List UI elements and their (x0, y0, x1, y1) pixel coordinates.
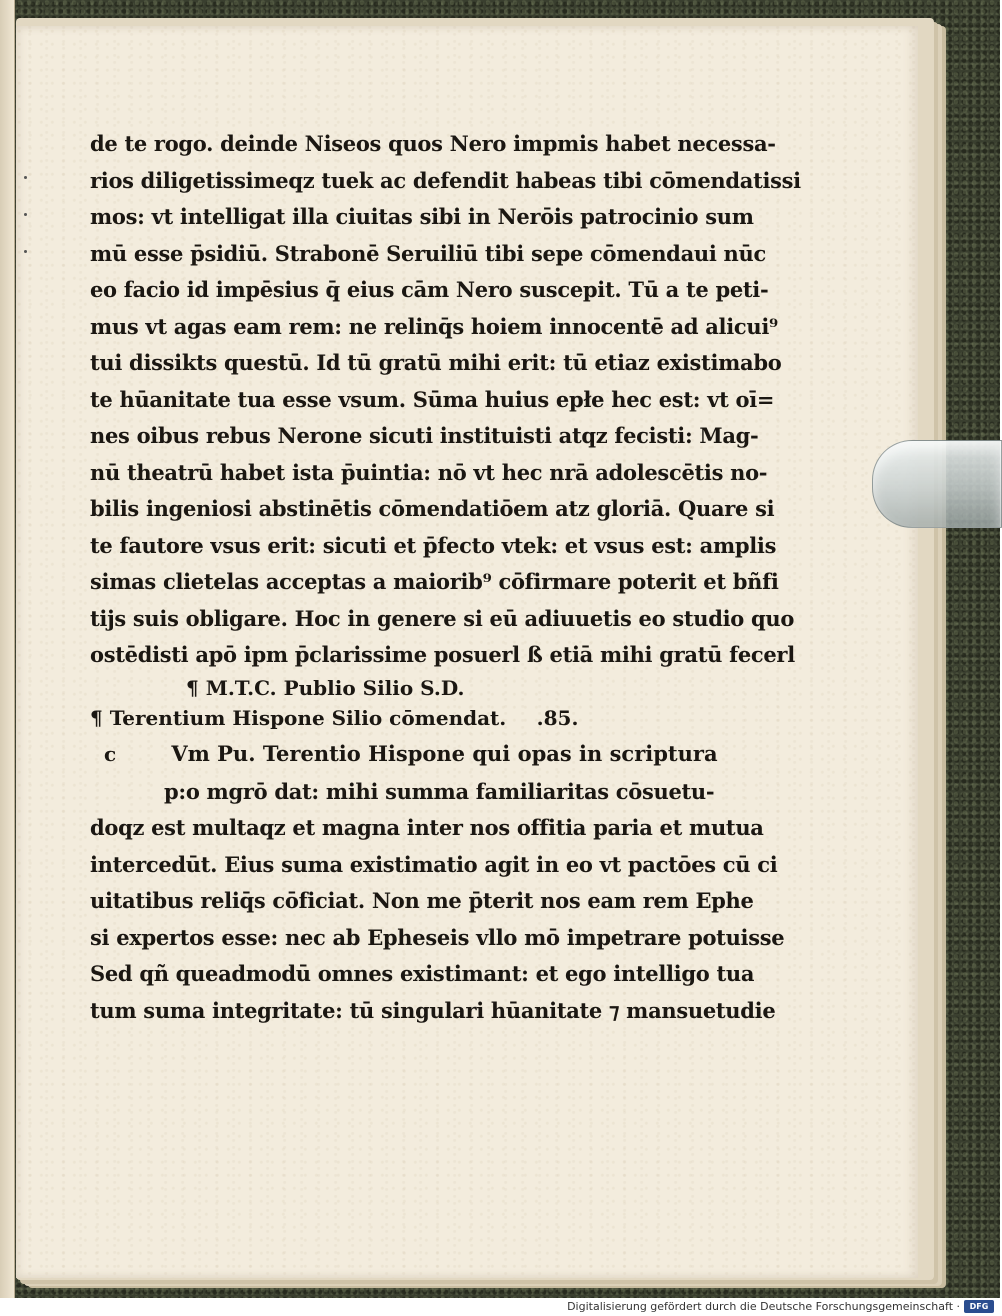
paragraph-new-letter (90, 810, 785, 1029)
text-line: p:o mgrō dat: mihi summa familiaritas cōsuetu- (164, 778, 715, 804)
guide-letter: c (104, 741, 117, 766)
folio-number: .85. (536, 705, 579, 730)
text-line: doqz est multaqz et magna inter nos offitia paria et mutua (90, 815, 764, 840)
plastic-clip (872, 440, 1002, 528)
text-line: tui dissikts questū. Id tū gratū mihi erit: tū etiaz existimabo (90, 350, 782, 375)
text-line: eo facio id impēsius q̄ eius cām Nero suscepit. Tū a te peti- (90, 277, 769, 302)
text-line: tum suma integritate: tū singulari hūanitate ⁊ mansuetudie (90, 997, 776, 1023)
text-line: nū theatrū habet ista p̄uintia: nō vt hec nrā adolescētis no- (90, 459, 768, 485)
opening-line (90, 734, 718, 774)
text-line: bilis ingeniosi abstinētis cōmendatiōem atz gloriā. Quare si (90, 496, 775, 521)
footer-credit: Digitalisierung gefördert durch die Deutsche Forschungsgemeinschaft · (567, 1300, 960, 1313)
text-line: simas clietelas acceptas a maiorib⁹ cōfirmare poterit et bñfi (90, 569, 779, 594)
text-line: uitatibus reliq̄s cōficiat. Non me p̄terit nos eam rem Ephe (90, 888, 754, 913)
text-line: nes oibus rebus Nerone sicuti instituisti atqz fecisti: Mag- (90, 423, 759, 448)
gutter-marks (24, 176, 28, 296)
paragraph-previous-letter (90, 126, 801, 674)
text-line: Sed qñ queadmodū omnes existimant: et ego intelligo tua (90, 961, 755, 986)
text-line: si expertos esse: nec ab Epheseis vllo mō impetrare potuisse (90, 924, 785, 950)
opening-line-text: Vm Pu. Terentio Hispone qui opas in scriptura (171, 740, 718, 766)
pilcrow-icon: ¶ (186, 675, 199, 700)
letter-rubric (90, 702, 650, 734)
text-line: tijs suis obligare. Hoc in genere si eū adiuuetis eo studio quo (90, 605, 795, 631)
text-line: mū esse p̄sidiū. Strabonē Seruiliū tibi sepe cōmendaui nūc (90, 240, 766, 266)
dfg-logo: DFG (964, 1300, 994, 1313)
pilcrow-icon: ¶ (90, 705, 103, 730)
text-line: te hūanitate tua esse vsum. Sūma huius epłe hec est: vt oī= (90, 386, 775, 412)
text-block (90, 126, 801, 1029)
rubric-title: Terentium Hispone Silio cōmendat. (109, 705, 507, 730)
text-line: te fautore vsus erit: sicuti et p̄fecto vtek: et vsus est: amplis (90, 532, 777, 558)
text-line: rios diligetissimeqz tuek ac defendit habeas tibi cōmendatissi (90, 167, 801, 193)
text-line: mos: vt intelligat illa ciuitas sibi in Nerōis patrocinio sum (90, 204, 754, 229)
footer-bar (0, 1298, 1000, 1316)
letter-heading-text: M.T.C. Publio Silio S.D. (205, 675, 465, 700)
text-line: ostēdisti apō ipm p̄clarissime posuerl ß etiā mihi gratū fecerl (90, 642, 795, 667)
text-line: intercedūt. Eius suma existimatio agit in eo vt pactōes cū ci (90, 851, 778, 877)
text-line: de te rogo. deinde Niseos quos Nero impmis habet necessa- (90, 131, 776, 156)
letter-heading (90, 674, 650, 702)
facing-page-edge (0, 0, 15, 1298)
text-line: mus vt agas eam rem: ne relinq̄s hoiem innocentē ad alicui⁹ (90, 313, 778, 339)
